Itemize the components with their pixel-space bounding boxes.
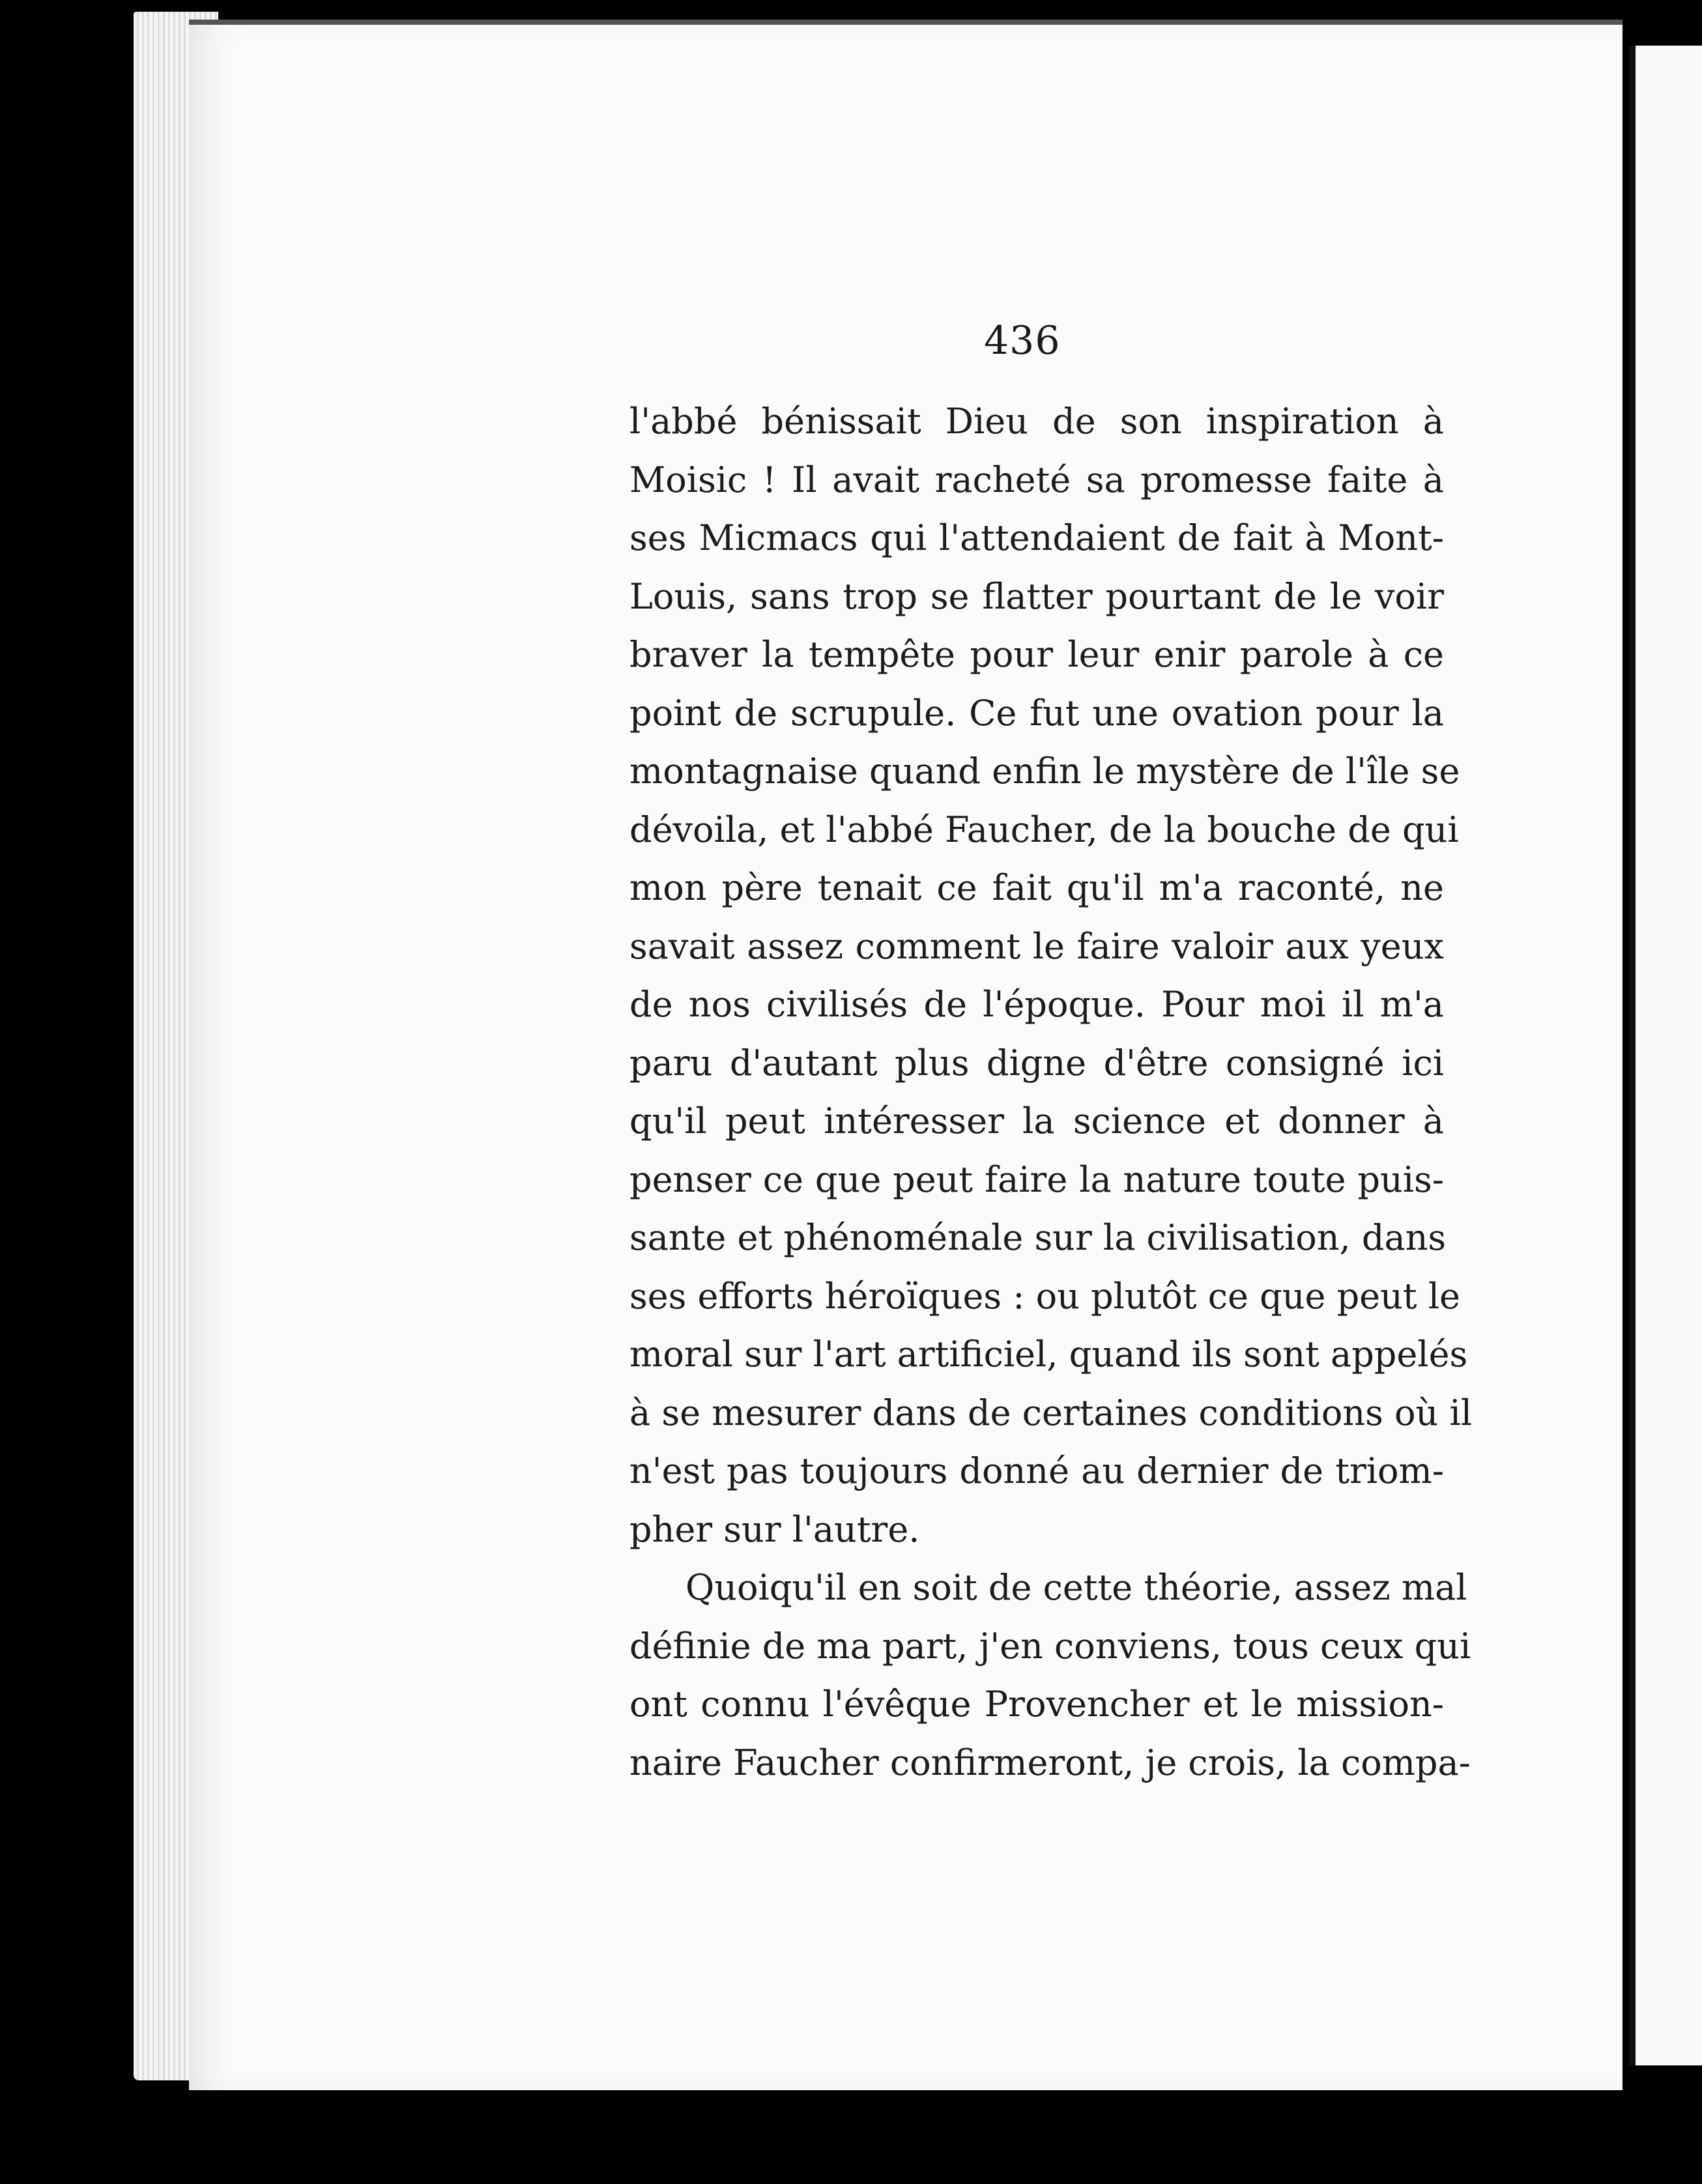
text-line: penser ce que peut faire la nature toute puis- [629, 1158, 1444, 1200]
body-text [629, 392, 1472, 1792]
text-line: mon père tenait ce fait qu'il m'a raconté, ne [629, 867, 1444, 908]
text-line: Moisic ! Il avait racheté sa promesse faite à [629, 459, 1444, 500]
text-line: pher sur l'autre. [629, 1508, 920, 1550]
text-line: ses Micmacs qui l'attendaient de fait à Mont- [629, 517, 1444, 558]
text-line: sante et phénoménale sur la civilisation, dans [629, 1217, 1447, 1258]
text-line: Louis, sans trop se flatter pourtant de le voir [629, 575, 1444, 617]
text-line: à se mesurer dans de certaines conditions où il [629, 1392, 1472, 1433]
text-line: définie de ma part, j'en conviens, tous ceux qui [629, 1625, 1471, 1667]
text-line: naire Faucher confirmeront, je crois, la compa- [629, 1742, 1471, 1783]
text-line: paru d'autant plus digne d'être consigné ici [629, 1042, 1444, 1084]
text-line: ses efforts héroïques : ou plutôt ce que peut le [629, 1275, 1461, 1317]
text-line: Quoiqu'il en soit de cette théorie, assez mal [685, 1567, 1467, 1608]
text-line: montagnaise quand enfin le mystère de l'île se [629, 751, 1460, 792]
text-line: de nos civilisés de l'époque. Pour moi il m'a [629, 984, 1444, 1025]
text-line: point de scrupule. Ce fut une ovation pour la [629, 692, 1444, 734]
text-line: qu'il peut intéresser la science et donner à [629, 1100, 1444, 1142]
text-line: savait assez comment le faire valoir aux yeux [629, 925, 1444, 967]
text-line: dévoila, et l'abbé Faucher, de la bouche de qui [629, 809, 1459, 850]
paragraph [629, 392, 1472, 1559]
text-line: n'est pas toujours donné au dernier de triom- [629, 1450, 1444, 1491]
text-line: l'abbé bénissait Dieu de son inspiration à [629, 401, 1444, 442]
page-number: 436 [984, 318, 1061, 364]
opposite-page-edge [1629, 46, 1702, 2065]
text-line: braver la tempête pour leur enir parole à ce [629, 634, 1444, 675]
text-line: ont connu l'évêque Provencher et le mission- [629, 1684, 1444, 1725]
text-line: moral sur l'art artificiel, quand ils sont appelés [629, 1334, 1468, 1375]
paragraph [629, 1559, 1471, 1792]
